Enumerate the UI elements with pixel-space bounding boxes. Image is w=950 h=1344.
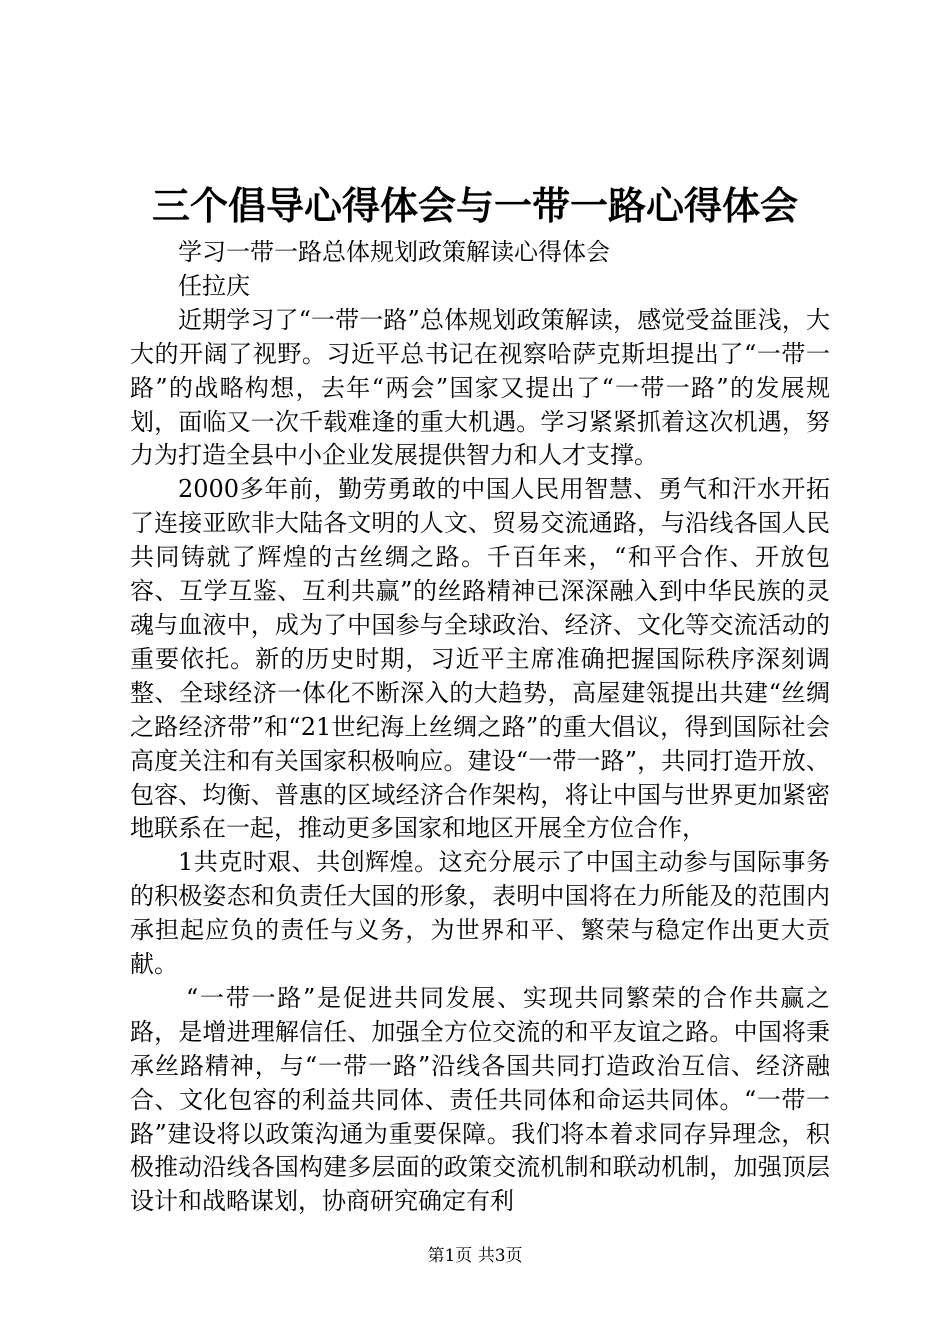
page-number-footer: 第1页 共3页 [427, 1246, 523, 1266]
paragraph-4: “一带一路”是促进共同发展、实现共同繁荣的合作共赢之路，是增进理解信任、加强全方位交流的和平友谊之路。中国将秉承丝路精神，与“一带一路”沿线各国共同打造政治互信、经济融合、文化包容的利益共同体、责任共同体和命运共同体。“一带一路”建设将以政策沟通为重要保障。我们将本着求同存异理念，积极推动沿线各国构建多层面的政策交流机制和联动机制，加强顶层设计和战略谋划，协商研究确定有利 [130, 983, 830, 1216]
subtitle: 学习一带一路总体规划政策解读心得体会 [178, 238, 610, 266]
paragraph-3: 1共克时艰、共创辉煌。这充分展示了中国主动参与国际事务的积极姿态和负责任大国的形象，表明中国将在力所能及的范围内承担起应负的责任与义务，为世界和平、繁荣与稳定作出更大贡献。 [130, 848, 830, 979]
paragraph-2: 2000多年前，勤劳勇敢的中国人民用智慧、勇气和汗水开拓了连接亚欧非大陆各文明的人文、贸易交流通路，与沿线各国人民共同铸就了辉煌的古丝绸之路。千百年来，“和平合作、开放包容、互学互鉴、互利共赢”的丝路精神已深深融入到中华民族的灵魂与血液中，成为了中国参与全球政治、经济、文化等交流活动的重要依托。新的历史时期，习近平主席准确把握国际秩序深刻调整、全球经济一体化不断深入的大趋势，高屋建瓴提出共建“丝绸之路经济带”和“21世纪海上丝绸之路”的重大倡议，得到国际社会高度关注和有关国家积极响应。建设“一带一路”，共同打造开放、包容、均衡、普惠的区域经济合作架构，将让中国与世界更加紧密地联系在一起，推动更多国家和地区开展全方位合作， [130, 475, 830, 843]
document-title: 三个倡导心得体会与一带一路心得体会 [151, 183, 798, 228]
paragraph-1: 近期学习了“一带一路”总体规划政策解读，感觉受益匪浅，大大的开阔了视野。习近平总书记在视察哈萨克斯坦提出了“一带一路”的战略构想，去年“两会”国家又提出了“一带一路”的发展规划，面临又一次千载难逢的重大机遇。学习紧紧抓着这次机遇，努力为打造全县中小企业发展提供智力和人才支撑。 [130, 305, 830, 470]
author-name: 任拉庆 [178, 271, 250, 300]
document-body [130, 236, 830, 1219]
